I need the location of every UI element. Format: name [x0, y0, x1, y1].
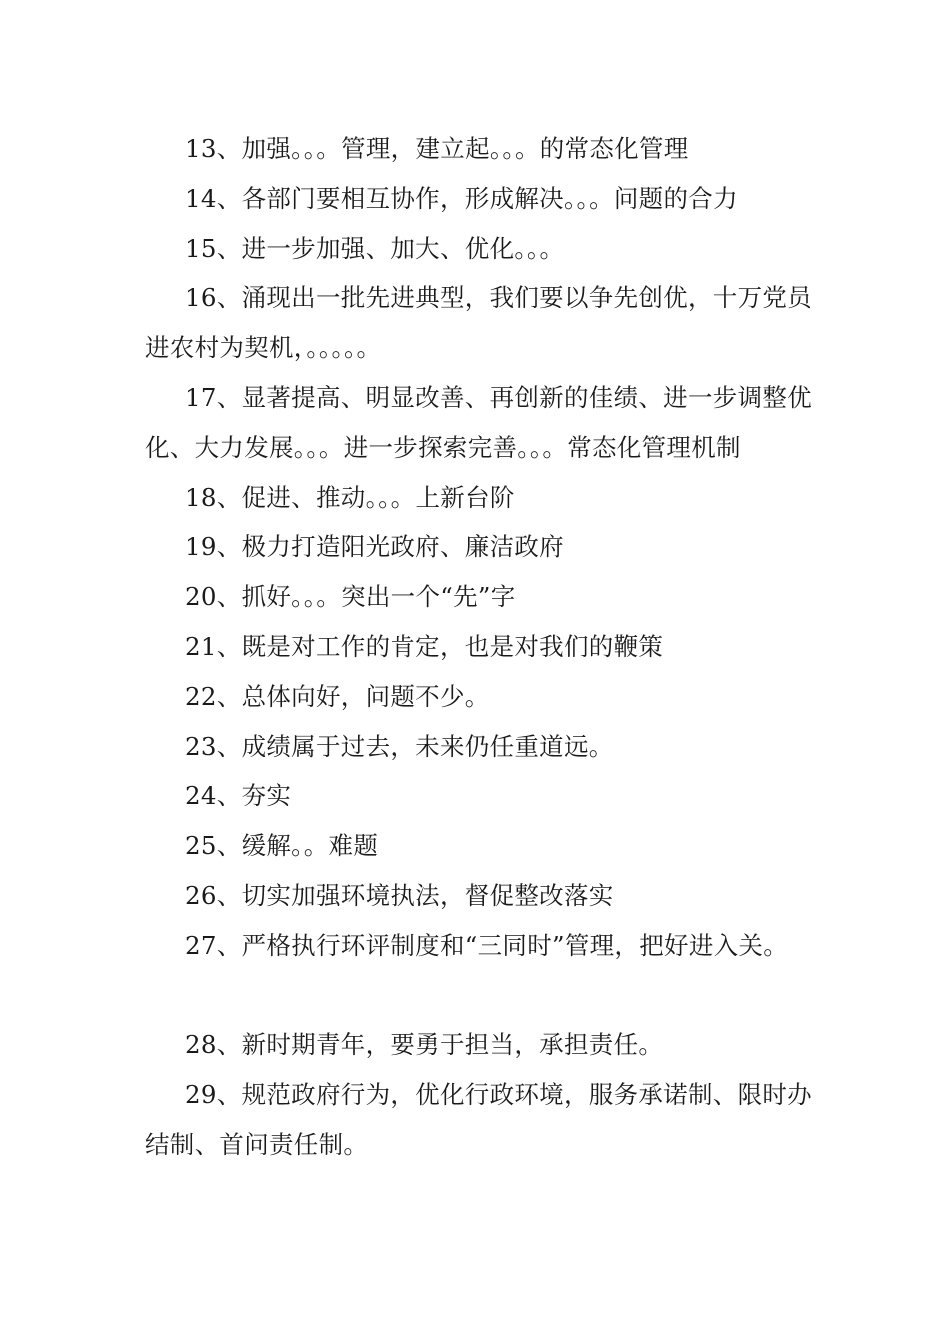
list-item: 13、加强。。。管理，建立起。。。的常态化管理	[185, 134, 689, 163]
list-item: 17、显著提高、明显改善、再创新的佳绩、进一步调整优化、大力发展。。。进一步探索完善。。。常态化管理机制	[145, 382, 812, 462]
list-item: 29、规范政府行为，优化行政环境，服务承诺制、限时办结制、首问责任制。	[145, 1080, 812, 1159]
list-item: 23、成绩属于过去，未来仍任重道远。	[185, 731, 614, 761]
list-item: 16、涌现出一批先进典型，我们要以争先创优，十万党员进农村为契机，。。。。。	[145, 283, 812, 363]
list-item: 18、促进、推动。。。上新台阶	[185, 482, 515, 512]
list-item: 28、新时期青年，要勇于担当，承担责任。	[185, 1030, 664, 1060]
list-item: 21、既是对工作的肯定，也是对我们的鞭策	[185, 631, 664, 661]
blank-line	[145, 971, 825, 1021]
document-body	[145, 124, 825, 1170]
list-item: 25、缓解。。难题	[185, 831, 379, 861]
list-item: 24、夯实	[185, 781, 292, 811]
list-item: 14、各部门要相互协作，形成解决。。。问题的合力	[185, 183, 738, 213]
list-item: 19、极力打造阳光政府、廉洁政府	[185, 532, 564, 562]
list-item: 26、切实加强环境执法，督促整改落实	[185, 880, 614, 910]
list-item: 20、抓好。。。突出一个“先”字	[185, 582, 516, 612]
list-item: 22、总体向好，问题不少。	[185, 681, 490, 711]
list-item: 27、严格执行环评制度和“三同时”管理，把好进入关。	[185, 930, 789, 960]
list-item: 15、进一步加强、加大、优化。。。	[185, 233, 565, 263]
